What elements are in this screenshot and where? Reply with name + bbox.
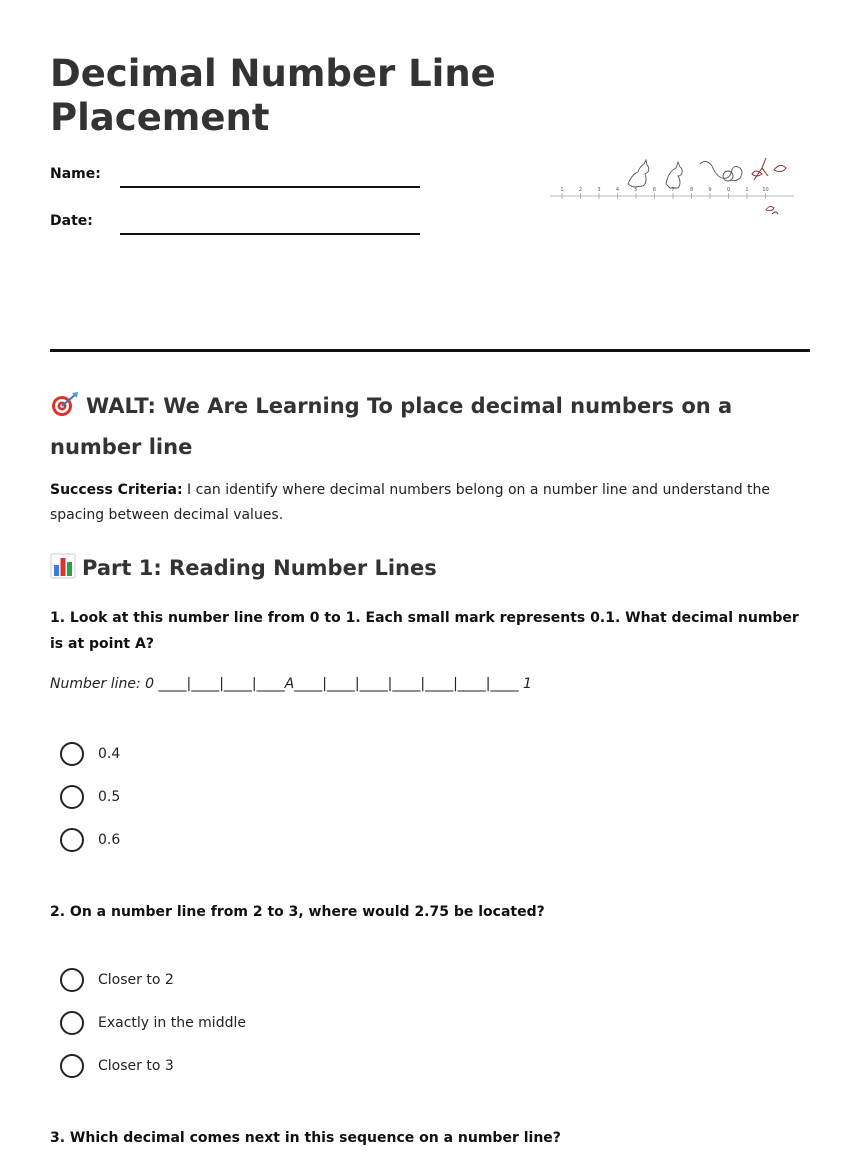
part1-heading-text: Part 1: Reading Number Lines [82,556,437,580]
tick-label: 8 [689,187,694,193]
date-line[interactable] [120,233,420,235]
option-label: 0.4 [98,746,121,762]
name-line[interactable] [120,186,420,188]
target-icon [50,391,80,429]
option-label: 0.5 [98,789,121,805]
name-field[interactable] [50,166,420,196]
radio-button[interactable] [60,828,84,852]
part1-heading [50,551,437,589]
option-label: Exactly in the middle [98,1015,246,1031]
tick-label: 3 [597,187,601,193]
question-3: 3. Which decimal comes next in this sequence on a number line? [50,1130,561,1146]
q2-option-1[interactable] [60,967,174,993]
q1-option-2[interactable] [60,784,120,810]
tick-label: 0 [726,187,731,193]
date-label: Date: [50,213,93,229]
header-divider [50,349,810,352]
success-criteria [50,478,790,528]
radio-button[interactable] [60,1054,84,1078]
tick-label: 6 [652,187,657,193]
radio-button[interactable] [60,785,84,809]
radio-button[interactable] [60,1011,84,1035]
number-line-ticks [560,187,768,199]
tick-label: 1 [560,187,564,193]
success-text: I can identify where decimal numbers belong on a number line and understand the spacing between decimal values. [50,482,771,523]
q1-option-1[interactable] [60,741,120,767]
q2-option-2[interactable] [60,1010,246,1036]
walt-text: WALT: We Are Learning To place decimal numbers on a number line [50,394,733,459]
tick-label: 9 [708,187,712,193]
option-label: Closer to 3 [98,1058,174,1074]
bar-chart-icon [50,553,76,589]
name-label: Name: [50,166,101,182]
walt-heading [50,388,810,466]
tick-label: 10 [762,187,769,193]
tick-label: 5 [634,187,638,193]
number-line-text: Number line: 0 ____|____|____|____A____|____|____|____|____|____|____ 1 [50,676,532,692]
tick-label: 1 [745,187,749,193]
date-field[interactable] [50,213,420,243]
option-label: Closer to 2 [98,972,174,988]
page-title: Decimal Number Line Placement [50,52,496,139]
q2-option-3[interactable] [60,1053,174,1079]
option-label: 0.6 [98,832,121,848]
q1-option-3[interactable] [60,827,120,853]
success-label: Success Criteria: [50,482,183,498]
question-1: 1. Look at this number line from 0 to 1. Each small mark represents 0.1. What decimal number is at point A? [50,610,799,652]
question-2: 2. On a number line from 2 to 3, where would 2.75 be located? [50,904,545,920]
radio-button[interactable] [60,742,84,766]
number-line-animals-illustration [548,150,798,222]
tick-label: 4 [615,187,620,193]
tick-label: 7 [671,187,675,193]
tick-label: 2 [578,187,583,193]
radio-button[interactable] [60,968,84,992]
